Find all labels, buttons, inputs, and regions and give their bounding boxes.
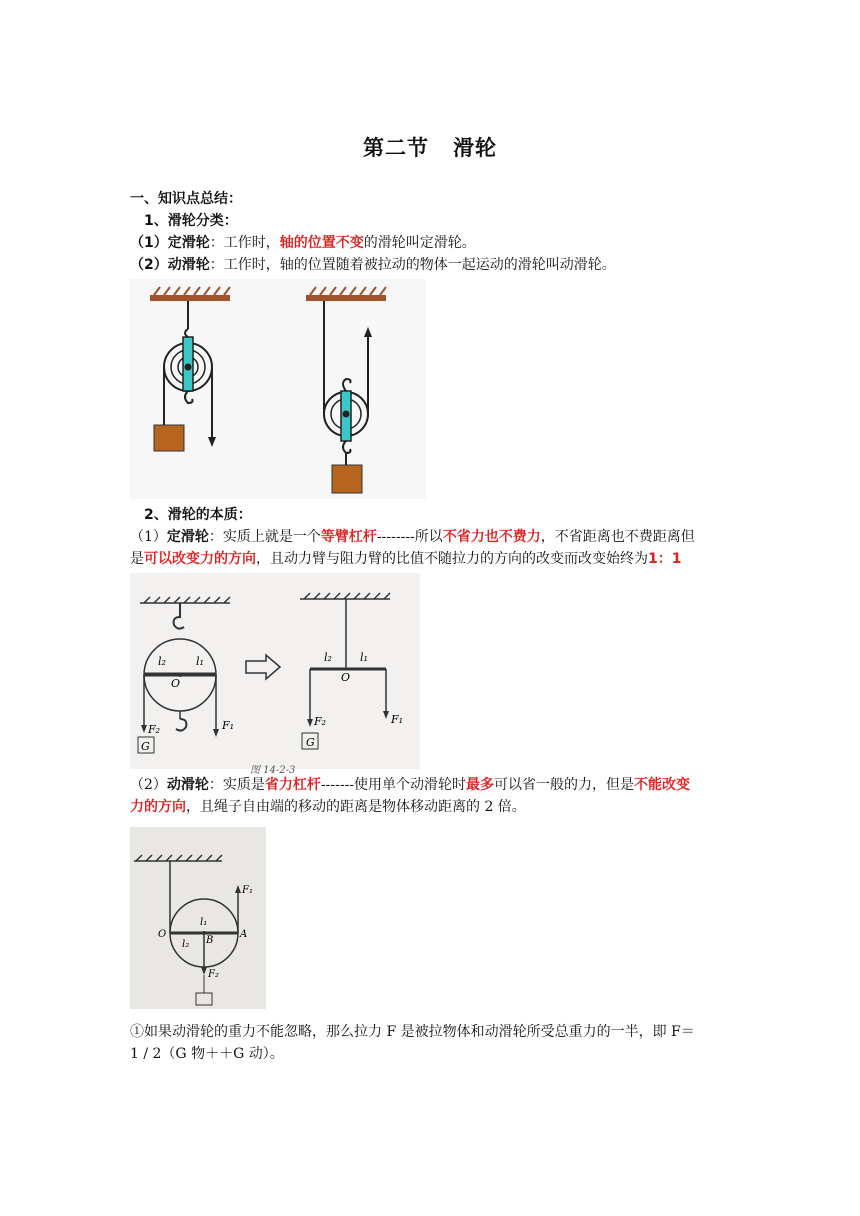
nature-fixed-text-1: ：实质上就是一个 (208, 529, 321, 545)
subheading-nature: 2、滑轮的本质： (144, 507, 252, 523)
def-fixed-prefix: （1） (130, 235, 168, 251)
nature-fixed-text-5: ，且动力臂与阻力臂的比值不随拉力的方向的改变而改变始终为 (256, 551, 648, 567)
label-G: G (141, 740, 150, 753)
nature-movable-text-3: 可以省一般的力，但是 (494, 777, 635, 793)
label-B: B (206, 935, 214, 946)
nature-movable-line-2 (130, 796, 526, 818)
page-title (0, 132, 860, 162)
nature-fixed-prefix: （1） (130, 529, 167, 545)
figure-caption-partial: 图 14-2-3 (250, 765, 296, 776)
nature-movable-term: 动滑轮 (166, 777, 209, 793)
title-part-2: 滑轮 (453, 136, 497, 160)
svg-text:F₁: F₁ (242, 885, 253, 896)
label-F1: F₁ (222, 719, 235, 732)
figure-background (130, 279, 426, 499)
movable-pulley-lever-figure (130, 827, 266, 1009)
svg-text:F₂: F₂ (314, 715, 327, 728)
nature-fixed-text-3: ，不省距离也不费距离但 (540, 529, 695, 545)
def-fixed-colon: ：工作时， (209, 235, 280, 251)
section-heading-1: 一、知识点总结： (130, 191, 242, 207)
fixed-pulley-lever-figure (130, 573, 420, 776)
def-fixed-term: 定滑轮 (167, 235, 210, 251)
title-part-1: 第二节 (363, 136, 429, 160)
nature-movable-prefix: （2） (130, 777, 167, 793)
nature-fixed-line-2 (130, 548, 681, 570)
label-A: A (240, 929, 248, 940)
label-O: O (171, 677, 181, 690)
svg-text:l₁: l₁ (200, 917, 208, 928)
svg-text:l₂: l₂ (182, 939, 190, 950)
def-fixed-rest: 的滑轮叫定滑轮。 (363, 235, 476, 251)
nature-movable-text-2: -------使用单个动滑轮时 (320, 777, 467, 793)
nature-movable-highlight-3: 不能改变 (634, 777, 691, 793)
nature-fixed-line-1 (130, 526, 695, 548)
nature-fixed-highlight-3: 可以改变力的方向 (144, 551, 256, 567)
def-movable-rest: ：工作时，轴的位置随着被拉动的物体一起运动的滑轮叫动滑轮。 (209, 257, 616, 273)
nature-movable-text-4: ，且绳子自由端的移动的距离是物体移动距离的 2 倍。 (186, 799, 526, 815)
definition-movable-pulley (130, 254, 616, 276)
nature-movable-highlight-1: 省力杠杆 (264, 777, 321, 793)
note-1-line-1: ①如果动滑轮的重力不能忽略，那么拉力 F 是被拉物体和动滑轮所受总重力的一半，即 F＝ (130, 1024, 695, 1040)
def-movable-term: 动滑轮 (167, 257, 210, 273)
label-O-movable: O (158, 929, 167, 940)
nature-movable-highlight-4: 力的方向 (130, 799, 186, 815)
nature-fixed-highlight-1: 等臂杠杆 (320, 529, 377, 545)
nature-fixed-text-2: --------所以 (376, 529, 443, 545)
nature-movable-text-1: ：实质是 (208, 777, 265, 793)
pulley-types-figure (130, 279, 426, 499)
nature-fixed-highlight-2: 不省力也不费力 (442, 529, 541, 545)
definition-fixed-pulley (130, 232, 476, 254)
svg-text:l₁: l₁ (360, 651, 368, 664)
label-F2: F₂ (148, 723, 161, 736)
label-l1: l₁ (196, 655, 204, 668)
svg-text:l₂: l₂ (324, 651, 332, 664)
label-l2: l₂ (158, 655, 166, 668)
subheading-classification: 1、滑轮分类： (144, 213, 238, 229)
svg-text:O: O (341, 671, 351, 684)
ceiling (150, 295, 230, 301)
svg-text:F₂: F₂ (208, 969, 219, 980)
def-fixed-highlight: 轴的位置不变 (279, 235, 364, 251)
weight-box (154, 425, 184, 451)
nature-fixed-term: 定滑轮 (166, 529, 209, 545)
def-movable-prefix: （2） (130, 257, 168, 273)
note-1-line-2: 1 / 2（G 物＋＋G 动）。 (130, 1046, 284, 1062)
nature-movable-highlight-2: 最多 (466, 777, 495, 793)
svg-text:G: G (306, 736, 315, 749)
nature-fixed-text-4: 是 (130, 551, 144, 567)
nature-movable-line-1 (130, 774, 690, 796)
nature-fixed-ratio: 1：1 (648, 551, 682, 567)
svg-text:F₁: F₁ (391, 713, 404, 726)
